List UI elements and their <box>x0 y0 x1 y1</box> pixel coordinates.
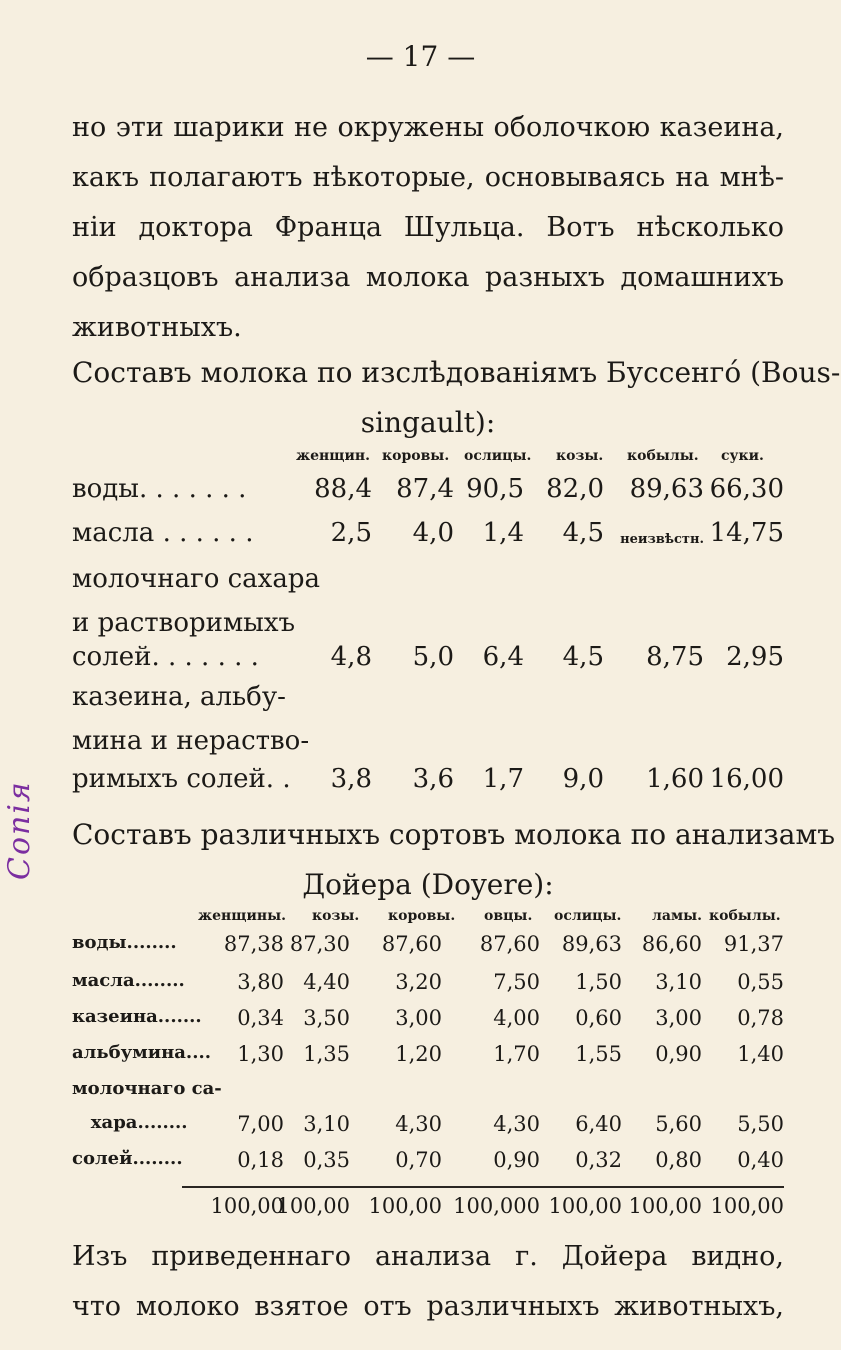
column-header: ламы. <box>652 908 703 924</box>
row-label: молочнаго са- <box>72 1078 222 1099</box>
table-cell: неизвѣстн. <box>620 532 704 547</box>
table-cell: 90,5 <box>466 474 524 504</box>
row-label: солей. . . . . . . <box>72 642 259 672</box>
text-line: но эти шарики не окружены оболочкою казеина, <box>72 112 784 143</box>
total-cell: 100,00 <box>548 1194 622 1218</box>
table-cell: 2,95 <box>726 642 784 672</box>
table-cell: 1,4 <box>482 518 524 548</box>
table-cell: 3,50 <box>303 1006 350 1030</box>
table-cell: 3,00 <box>655 1006 702 1030</box>
column-header: женщины. <box>198 908 286 924</box>
column-header: ослицы. <box>464 448 532 464</box>
table-cell: 7,00 <box>237 1112 284 1136</box>
table-cell: 0,90 <box>493 1148 540 1172</box>
sum-rule <box>182 1186 784 1188</box>
table-cell: 9,0 <box>562 764 604 794</box>
row-label: масла........ <box>72 970 185 991</box>
table-cell: 4,30 <box>493 1112 540 1136</box>
table-cell: 88,4 <box>314 474 372 504</box>
heading-line: singault): <box>360 406 496 439</box>
table-row <box>72 642 784 682</box>
table-cell: 3,6 <box>412 764 454 794</box>
table-cell: 89,63 <box>629 474 704 504</box>
table-cell: 1,70 <box>493 1042 540 1066</box>
table-cell: 1,20 <box>395 1042 442 1066</box>
table-row <box>72 1112 784 1148</box>
table-cell: 66,30 <box>709 474 784 504</box>
table-cell: 1,60 <box>646 764 704 794</box>
table-cell: 4,40 <box>303 970 350 994</box>
closing-paragraph <box>72 1232 784 1332</box>
table-row <box>72 764 784 804</box>
table-row <box>72 726 784 766</box>
table-cell: 5,50 <box>737 1112 784 1136</box>
table-cell: 0,78 <box>737 1006 784 1030</box>
column-header: суки. <box>721 448 764 464</box>
table2-heading <box>72 810 836 910</box>
table-row <box>72 518 784 558</box>
table-cell: 2,5 <box>330 518 372 548</box>
table-row <box>72 1006 784 1042</box>
column-header: ослицы. <box>554 908 622 924</box>
page-number: — 17 — <box>365 40 476 73</box>
row-label: и растворимыхъ <box>72 608 296 638</box>
table-cell: 89,63 <box>561 932 622 956</box>
table-cell: 3,20 <box>395 970 442 994</box>
table-row <box>72 970 784 1006</box>
handwritten-margin-note: Сопія <box>2 780 37 880</box>
table-cell: 1,35 <box>303 1042 350 1066</box>
table-cell: 91,37 <box>723 932 784 956</box>
table-cell: 0,32 <box>575 1148 622 1172</box>
table-cell: 14,75 <box>709 518 784 548</box>
table-cell: 3,10 <box>303 1112 350 1136</box>
table-row <box>72 1078 784 1114</box>
row-label: казеина, альбу- <box>72 682 286 712</box>
table-cell: 1,55 <box>575 1042 622 1066</box>
heading-line: Составъ различныхъ сортовъ молока по анализамъ <box>72 818 836 851</box>
table-cell: 8,75 <box>646 642 704 672</box>
table-row <box>72 682 784 722</box>
table-cell: 86,60 <box>641 932 702 956</box>
table-row <box>72 932 784 968</box>
table-cell: 0,70 <box>395 1148 442 1172</box>
total-cell: 100,00 <box>276 1194 350 1218</box>
column-header: овцы. <box>484 908 533 924</box>
column-header: коровы. <box>382 448 450 464</box>
table-cell: 87,4 <box>396 474 454 504</box>
table-cell: 0,40 <box>737 1148 784 1172</box>
column-header: кобылы. <box>709 908 781 924</box>
table-cell: 1,50 <box>575 970 622 994</box>
totals-row <box>72 1194 784 1230</box>
row-label: воды. . . . . . . <box>72 474 247 504</box>
row-label: солей........ <box>72 1148 183 1169</box>
boussingault-table <box>72 448 784 808</box>
table-row <box>72 474 784 514</box>
text-line: какъ полагаютъ нѣкоторые, основываясь на мнѣ- <box>72 162 784 193</box>
table-row <box>72 1148 784 1184</box>
table-cell: 4,30 <box>395 1112 442 1136</box>
table-row <box>72 564 784 604</box>
row-label: мина и нераство- <box>72 726 310 756</box>
table-cell: 4,5 <box>562 642 604 672</box>
total-cell: 100,00 <box>210 1194 284 1218</box>
heading-line: Дойера (Doyerе): <box>302 868 554 901</box>
heading-line: Составъ молока по изслѣдованiямъ Буссенго́ (Bous- <box>72 356 841 389</box>
total-cell: 100,000 <box>453 1194 540 1218</box>
row-label: масла . . . . . . <box>72 518 254 548</box>
row-label: альбумина.... <box>72 1042 211 1063</box>
total-cell: 100,00 <box>368 1194 442 1218</box>
table-cell: 0,55 <box>737 970 784 994</box>
row-label: воды........ <box>72 932 177 953</box>
table1-heading <box>72 348 841 448</box>
table-cell: 1,30 <box>237 1042 284 1066</box>
table-cell: 87,38 <box>223 932 284 956</box>
row-label: казеина....... <box>72 1006 202 1027</box>
table-cell: 6,40 <box>575 1112 622 1136</box>
table-cell: 7,50 <box>493 970 540 994</box>
table-cell: 0,80 <box>655 1148 702 1172</box>
table-cell: 4,8 <box>330 642 372 672</box>
column-header: коровы. <box>388 908 456 924</box>
text-line: образцовъ анализа молока разныхъ домашнихъ <box>72 262 784 293</box>
table-cell: 3,10 <box>655 970 702 994</box>
table-cell: 82,0 <box>546 474 604 504</box>
table-cell: 6,4 <box>482 642 524 672</box>
table-cell: 0,18 <box>237 1148 284 1172</box>
row-label: молочнаго сахара <box>72 564 320 594</box>
table-cell: 0,90 <box>655 1042 702 1066</box>
column-header: козы. <box>312 908 360 924</box>
table-cell: 5,60 <box>655 1112 702 1136</box>
column-header: козы. <box>556 448 604 464</box>
table-cell: 0,35 <box>303 1148 350 1172</box>
table-cell: 4,0 <box>412 518 454 548</box>
text-line: нiи доктора Франца Шульца. Вотъ нѣсколько <box>72 212 784 243</box>
total-cell: 100,00 <box>710 1194 784 1218</box>
table-cell: 4,00 <box>493 1006 540 1030</box>
column-header: женщин. <box>296 448 370 464</box>
table-cell: 3,8 <box>330 764 372 794</box>
text-line: Изъ приведеннаго анализа г. Дойера видно, <box>72 1241 784 1272</box>
intro-paragraph <box>72 103 784 353</box>
table-cell: 3,80 <box>237 970 284 994</box>
table-cell: 5,0 <box>412 642 454 672</box>
table-cell: 1,40 <box>737 1042 784 1066</box>
column-header: кобылы. <box>627 448 699 464</box>
total-cell: 100,00 <box>628 1194 702 1218</box>
table-cell: 0,60 <box>575 1006 622 1030</box>
row-label: хара........ <box>72 1112 188 1133</box>
row-label: римыхъ солей. . <box>72 764 291 794</box>
doyere-table <box>72 908 784 1228</box>
table-cell: 0,34 <box>237 1006 284 1030</box>
table-cell: 87,30 <box>289 932 350 956</box>
table-cell: 87,60 <box>381 932 442 956</box>
table-row <box>72 1042 784 1078</box>
table-cell: 1,7 <box>482 764 524 794</box>
table-cell: 3,00 <box>395 1006 442 1030</box>
text-line: животныхъ. <box>72 312 242 343</box>
table-cell: 16,00 <box>709 764 784 794</box>
text-line: что молоко взятое отъ различныхъ животныхъ, <box>72 1291 784 1322</box>
table-cell: 87,60 <box>479 932 540 956</box>
table-cell: 4,5 <box>562 518 604 548</box>
